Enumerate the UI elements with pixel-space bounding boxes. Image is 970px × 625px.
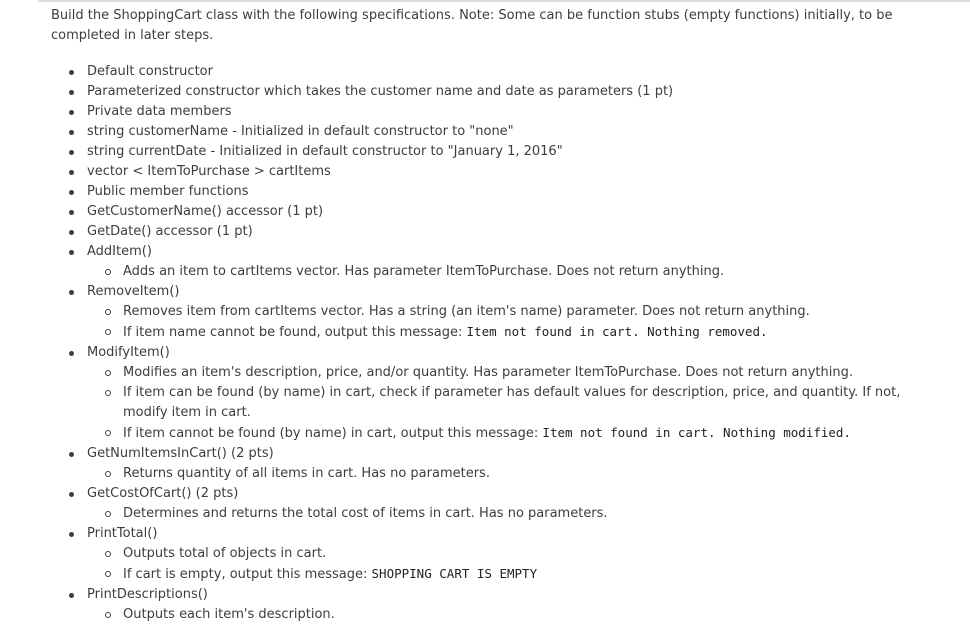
- spec-list-item: [51, 122, 931, 142]
- spec-list-item: [51, 62, 931, 82]
- spec-subitem: [87, 464, 931, 484]
- spec-list-item: [51, 282, 931, 343]
- spec-list-item: [51, 222, 931, 242]
- top-divider: [38, 0, 970, 2]
- spec-item-text: PrintDescriptions(): [87, 587, 208, 602]
- spec-list-item: [51, 82, 931, 102]
- spec-list-item: [51, 142, 931, 162]
- spec-list-item: [51, 182, 931, 202]
- spec-subitem: [87, 262, 931, 282]
- spec-list-item: [51, 524, 931, 585]
- spec-sublist: [87, 262, 931, 282]
- intro-paragraph: Build the ShoppingCart class with the following specifications. Note: Some can be function stubs (empty functions) initially, to be completed in later steps.: [51, 8, 893, 43]
- spec-subitem-text: Removes item from cartItems vector. Has a string (an item's name) parameter. Does not return anything.: [123, 304, 810, 319]
- spec-item-text: string currentDate - Initialized in default constructor to "January 1, 2016": [87, 144, 563, 159]
- spec-subitem-text: Outputs each item's description.: [123, 607, 335, 622]
- spec-subitem-text: Modifies an item's description, price, and/or quantity. Has parameter ItemToPurchase. Does not return anything.: [123, 365, 853, 380]
- spec-item-text: Private data members: [87, 104, 232, 119]
- spec-item-text: GetCostOfCart() (2 pts): [87, 486, 239, 501]
- spec-list-item: [51, 484, 931, 524]
- spec-sublist: [87, 504, 931, 524]
- output-message-code: Item not found in cart. Nothing modified.: [542, 425, 851, 440]
- spec-subitem-text: Returns quantity of all items in cart. Has no parameters.: [123, 466, 490, 481]
- spec-sublist: [87, 302, 931, 343]
- spec-subitem: [87, 504, 931, 524]
- spec-list-item: [51, 202, 931, 222]
- spec-subitem: [87, 605, 931, 625]
- spec-item-text: Parameterized constructor which takes the customer name and date as parameters (1 pt): [87, 84, 674, 99]
- spec-item-text: GetCustomerName() accessor (1 pt): [87, 204, 324, 219]
- spec-item-text: vector < ItemToPurchase > cartItems: [87, 164, 331, 179]
- spec-subitem: [87, 423, 931, 444]
- spec-item-text: GetDate() accessor (1 pt): [87, 224, 253, 239]
- spec-subitem-text: If item can be found (by name) in cart, check if parameter has default values for description, price, and quantity. If not, modify item in cart.: [123, 385, 901, 420]
- spec-content: [51, 6, 931, 625]
- spec-sublist: [87, 363, 931, 444]
- spec-list-item: [51, 585, 931, 625]
- output-message-code: SHOPPING CART IS EMPTY: [371, 566, 538, 581]
- spec-item-text: Public member functions: [87, 184, 249, 199]
- spec-sublist: [87, 544, 931, 585]
- spec-item-text: PrintTotal(): [87, 526, 158, 541]
- spec-subitem: [87, 544, 931, 564]
- spec-subitem: [87, 363, 931, 383]
- spec-item-text: string customerName - Initialized in default constructor to "none": [87, 124, 514, 139]
- spec-subitem-text: If cart is empty, output this message:: [123, 567, 372, 582]
- spec-list-item: [51, 242, 931, 282]
- spec-subitem-text: Determines and returns the total cost of items in cart. Has no parameters.: [123, 506, 608, 521]
- spec-subitem-text: Outputs total of objects in cart.: [123, 546, 327, 561]
- spec-list: [51, 62, 931, 625]
- spec-subitem: [87, 302, 931, 322]
- spec-sublist: [87, 464, 931, 484]
- spec-item-text: AddItem(): [87, 244, 152, 259]
- spec-subitem: [87, 322, 931, 343]
- spec-item-text: Default constructor: [87, 64, 213, 79]
- spec-list-item: [51, 102, 931, 122]
- spec-subitem: [87, 564, 931, 585]
- spec-list-item: [51, 162, 931, 182]
- spec-list-item: [51, 444, 931, 484]
- spec-item-text: GetNumItemsInCart() (2 pts): [87, 446, 274, 461]
- spec-list-item: [51, 343, 931, 444]
- spec-sublist: [87, 605, 931, 625]
- spec-subitem-text: If item cannot be found (by name) in cart, output this message:: [123, 426, 543, 441]
- spec-subitem-text: Adds an item to cartItems vector. Has parameter ItemToPurchase. Does not return anything.: [123, 264, 725, 279]
- spec-item-text: ModifyItem(): [87, 345, 170, 360]
- spec-item-text: RemoveItem(): [87, 284, 180, 299]
- output-message-code: Item not found in cart. Nothing removed.: [466, 324, 768, 339]
- spec-subitem: [87, 383, 931, 423]
- spec-subitem-text: If item name cannot be found, output this message:: [123, 325, 467, 340]
